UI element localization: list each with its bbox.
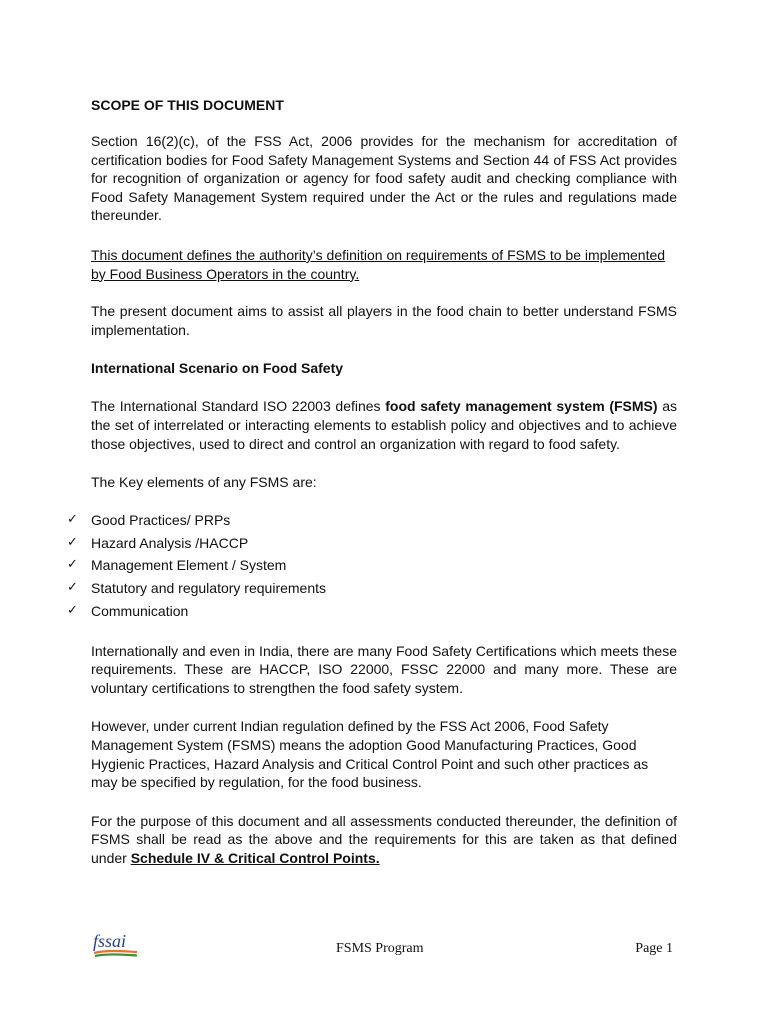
footer-program-name: FSMS Program xyxy=(336,941,424,956)
paragraph-accreditation: Section 16(2)(c), of the FSS Act, 2006 provides for the mechanism for accreditation of certification bodies for Food Safety Management Systems and Section 44 of FSS Act provides for recognition of organization or agency for food safety audit and checking compliance with Food Safety Management System required under the Act or the rules and regulations made thereunder. xyxy=(91,133,677,224)
paragraph-purpose: The present document aims to assist all players in the food chain to better understand FSMS implementation. xyxy=(91,303,677,338)
list-item xyxy=(67,600,677,623)
list-item xyxy=(67,509,677,532)
list-item-label: Hazard Analysis /HACCP xyxy=(91,534,249,551)
list-item xyxy=(67,577,677,600)
key-elements-list xyxy=(67,509,677,623)
list-item-label: Statutory and regulatory requirements xyxy=(91,580,327,597)
document-body xyxy=(67,96,678,868)
schedule-iv-reference: Schedule IV & Critical Control Points. xyxy=(130,850,380,867)
paragraph-iso-definition xyxy=(91,397,677,453)
check-icon: ✓ xyxy=(67,511,78,527)
logo-text: fssai xyxy=(93,931,127,951)
iso-text-before: The International Standard ISO 22003 defines xyxy=(91,398,386,415)
document-title: SCOPE OF THIS DOCUMENT xyxy=(91,97,284,113)
assessment-text-before: For the purpose of this document and all assessments conducted thereunder, the definition of FSMS shall be read as the above and the requirements for this are taken as that defined under xyxy=(91,812,677,867)
fsms-term-bold: food safety management system (FSMS) xyxy=(385,398,658,415)
fssai-logo xyxy=(91,928,141,958)
key-elements-intro: The Key elements of any FSMS are: xyxy=(91,474,317,491)
list-item-label: Management Element / System xyxy=(91,557,287,574)
check-icon: ✓ xyxy=(67,580,78,596)
list-item-label: Good Practices/ PRPs xyxy=(91,511,231,528)
check-icon: ✓ xyxy=(67,534,78,550)
list-item xyxy=(67,554,677,577)
iso-text-after: as the set of interrelated or interacting elements to establish policy and objectives and to achieve those objectives, used to direct and control an organization with regard to food safety. xyxy=(91,398,678,452)
paragraph-indian-regulation: However, under current Indian regulation defined by the FSS Act 2006, Food Safety Management System (FSMS) means the adoption Good Manufacturing Practices, Good Hygienic Practices, Hazard Analysis and Critical Control Point and such other practices as may be specified by regulation, for the food business. xyxy=(91,718,649,791)
list-item xyxy=(67,532,677,555)
list-item-label: Communication xyxy=(91,602,189,619)
page-number: Page 1 xyxy=(635,941,673,956)
paragraph-assessment-purpose xyxy=(91,812,677,868)
paragraph-definition-underlined: This document defines the authority’s definition on requirements of FSMS to be implemented by Food Business Operators in the country. xyxy=(91,246,666,282)
paragraph-certifications: Internationally and even in India, there are many Food Safety Certifications which meets these requirements. These are HACCP, ISO 22000, FSSC 22000 and many more. These are voluntary certifications to strengthen the food safety system. xyxy=(91,642,677,696)
section-heading-international: International Scenario on Food Safety xyxy=(91,360,344,377)
check-icon: ✓ xyxy=(67,602,78,618)
page-footer xyxy=(91,928,677,964)
check-icon: ✓ xyxy=(67,557,78,573)
